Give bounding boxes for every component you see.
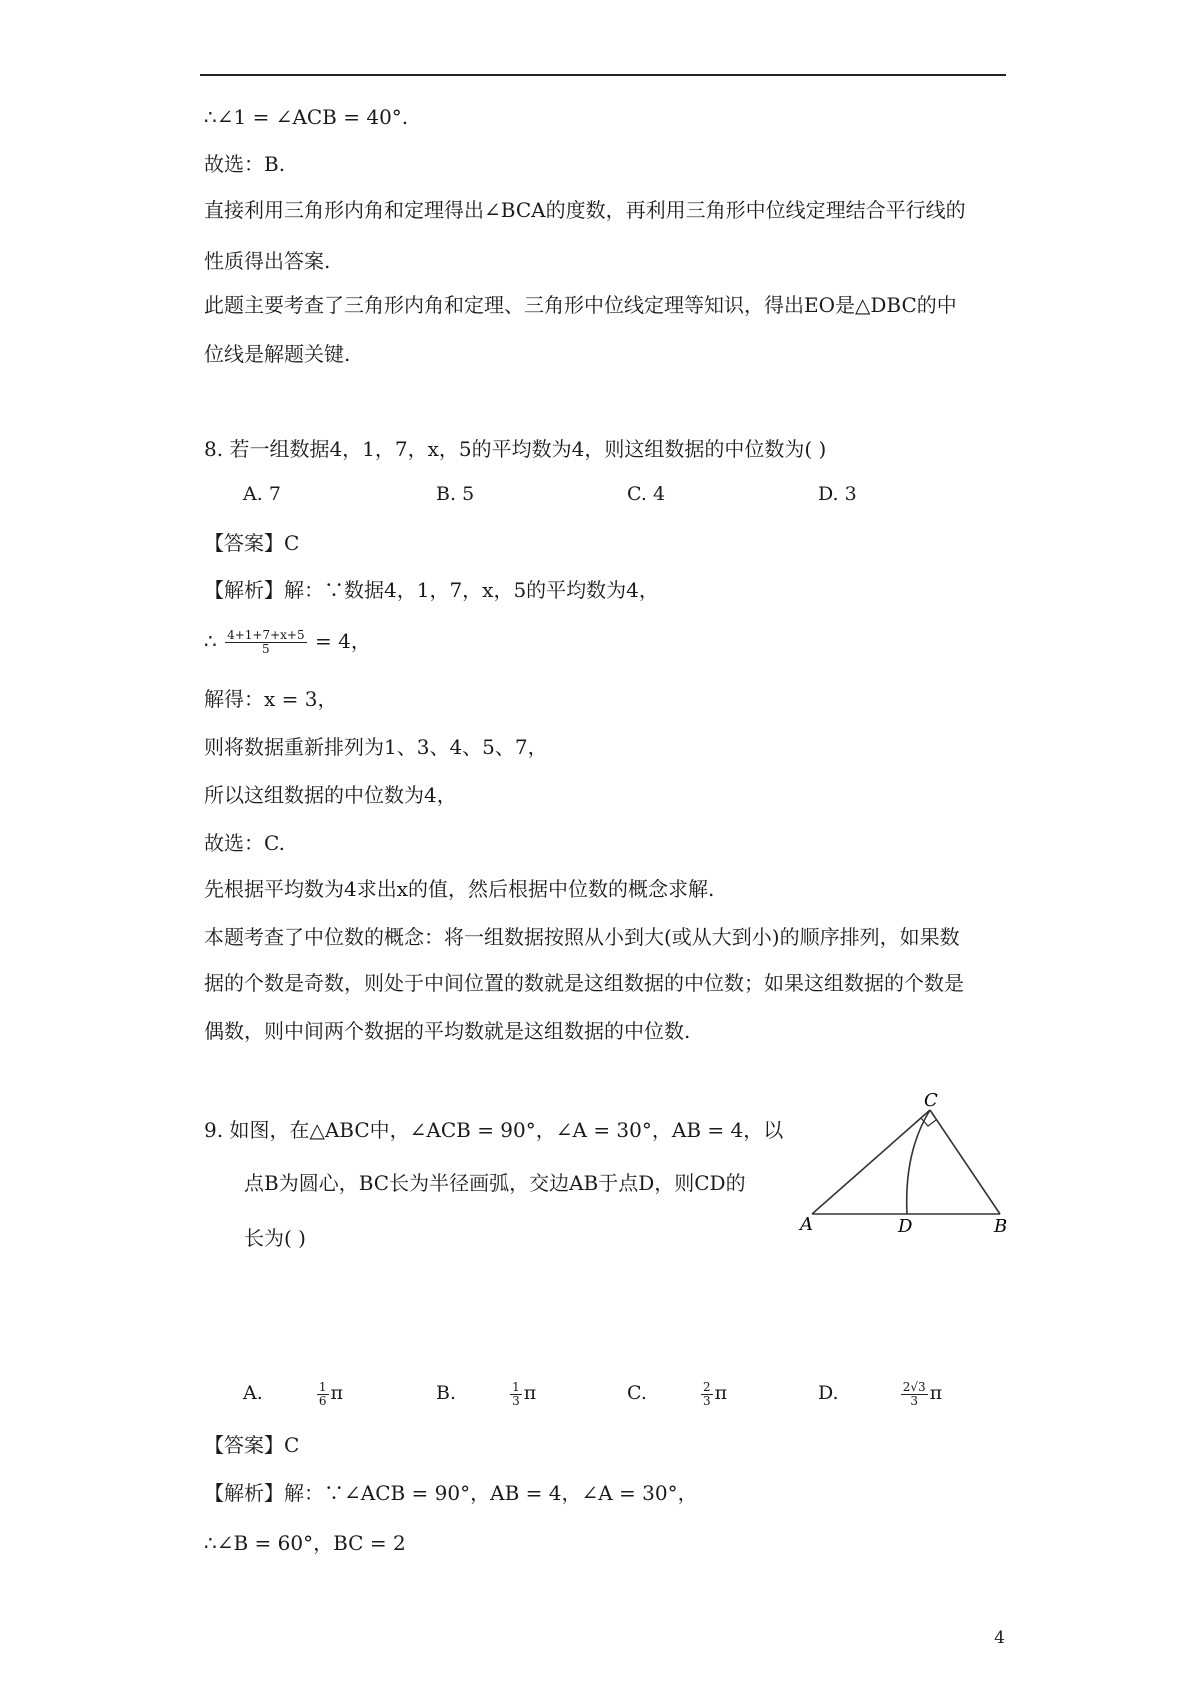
q8-option-c: C. 4: [627, 483, 666, 505]
text-line: 故选：C.: [204, 831, 285, 855]
text-line: ∴∠1 = ∠ACB = 40°.: [204, 105, 409, 129]
fraction: [225, 629, 307, 656]
arc-cd: [907, 1110, 930, 1214]
header-rule: [200, 74, 1006, 76]
text-line: ∴∠B = 60°，BC = 2: [204, 1531, 406, 1555]
text-line: 直接利用三角形内角和定理得出∠BCA的度数，再利用三角形中位线定理结合平行线的: [204, 198, 966, 222]
triangle-figure: [790, 1090, 1020, 1242]
text-line: 偶数，则中间两个数据的平均数就是这组数据的中位数.: [204, 1019, 691, 1043]
q9-option-b: B. $\frac{1}{3}$ π: [436, 1379, 537, 1408]
q9-option-c: C. $\frac{2}{3}$ π: [627, 1379, 728, 1408]
text-line: 解得：x = 3，: [204, 687, 338, 711]
fraction: $\frac{1}{6}$: [318, 1379, 327, 1408]
text-line: 本题考查了中位数的概念：将一组数据按照从小到大(或从大到小)的顺序排列，如果数: [204, 925, 960, 949]
label-d: D: [898, 1216, 913, 1237]
text-line: 先根据平均数为4求出x的值，然后根据中位数的概念求解.: [204, 877, 715, 901]
q9-analysis: 【解析】解：∵∠ACB = 90°，AB = 4，∠A = 30°，: [204, 1481, 698, 1505]
fraction-numerator: 4+1+7+x+5: [227, 628, 305, 642]
text-line: 则将数据重新排列为1、3、4、5、7，: [204, 735, 548, 759]
label-c: C: [924, 1090, 938, 1111]
q8-option-a: A. 7: [243, 483, 281, 505]
fraction: $\frac{1}{3}$: [512, 1379, 520, 1408]
question-9-line3: 长为( ): [244, 1226, 306, 1250]
q9-option-d: D. $\frac{2√3}{3}$ π: [818, 1379, 943, 1408]
text-line: 故选：B.: [204, 152, 286, 176]
label-b: B: [994, 1216, 1008, 1237]
fraction: $\frac{2}{3}$: [703, 1379, 711, 1408]
page-number: 4: [994, 1628, 1005, 1648]
fraction-result: = 4，: [314, 629, 371, 653]
therefore-symbol: ∴: [204, 629, 217, 653]
text-line: 性质得出答案.: [204, 249, 331, 273]
question-8: 8. 若一组数据4，1，7，x，5的平均数为4，则这组数据的中位数为( ): [204, 437, 827, 461]
q8-option-d: D. 3: [818, 483, 857, 505]
segment-ac: [812, 1110, 930, 1214]
label-a: A: [800, 1214, 813, 1235]
question-9: 9. 如图，在△ABC中，∠ACB = 90°，∠A = 30°，AB = 4，以: [204, 1118, 784, 1142]
q9-option-a: A. $\frac{1}{6}$ π: [243, 1379, 343, 1408]
text-line: 此题主要考查了三角形内角和定理、三角形中位线定理等知识，得出EO是△DBC的中: [204, 293, 957, 317]
text-line: 位线是解题关键.: [204, 342, 351, 366]
q8-fraction-line: [204, 628, 371, 656]
segment-bc: [930, 1110, 1000, 1214]
fraction: $\frac{2√3}{3}$: [902, 1379, 926, 1408]
q8-answer: 【答案】C: [204, 531, 300, 555]
q8-option-b: B. 5: [436, 483, 475, 505]
question-9-line2: 点B为圆心，BC长为半径画弧，交边AB于点D，则CD的: [244, 1171, 746, 1195]
q9-answer: 【答案】C: [204, 1433, 300, 1457]
text-line: 所以这组数据的中位数为4，: [204, 783, 457, 807]
text-line: 据的个数是奇数，则处于中间位置的数就是这组数据的中位数；如果这组数据的个数是: [204, 971, 964, 995]
fraction-denominator: 5: [262, 642, 270, 656]
q8-analysis: 【解析】解：∵数据4，1，7，x，5的平均数为4，: [204, 578, 659, 602]
